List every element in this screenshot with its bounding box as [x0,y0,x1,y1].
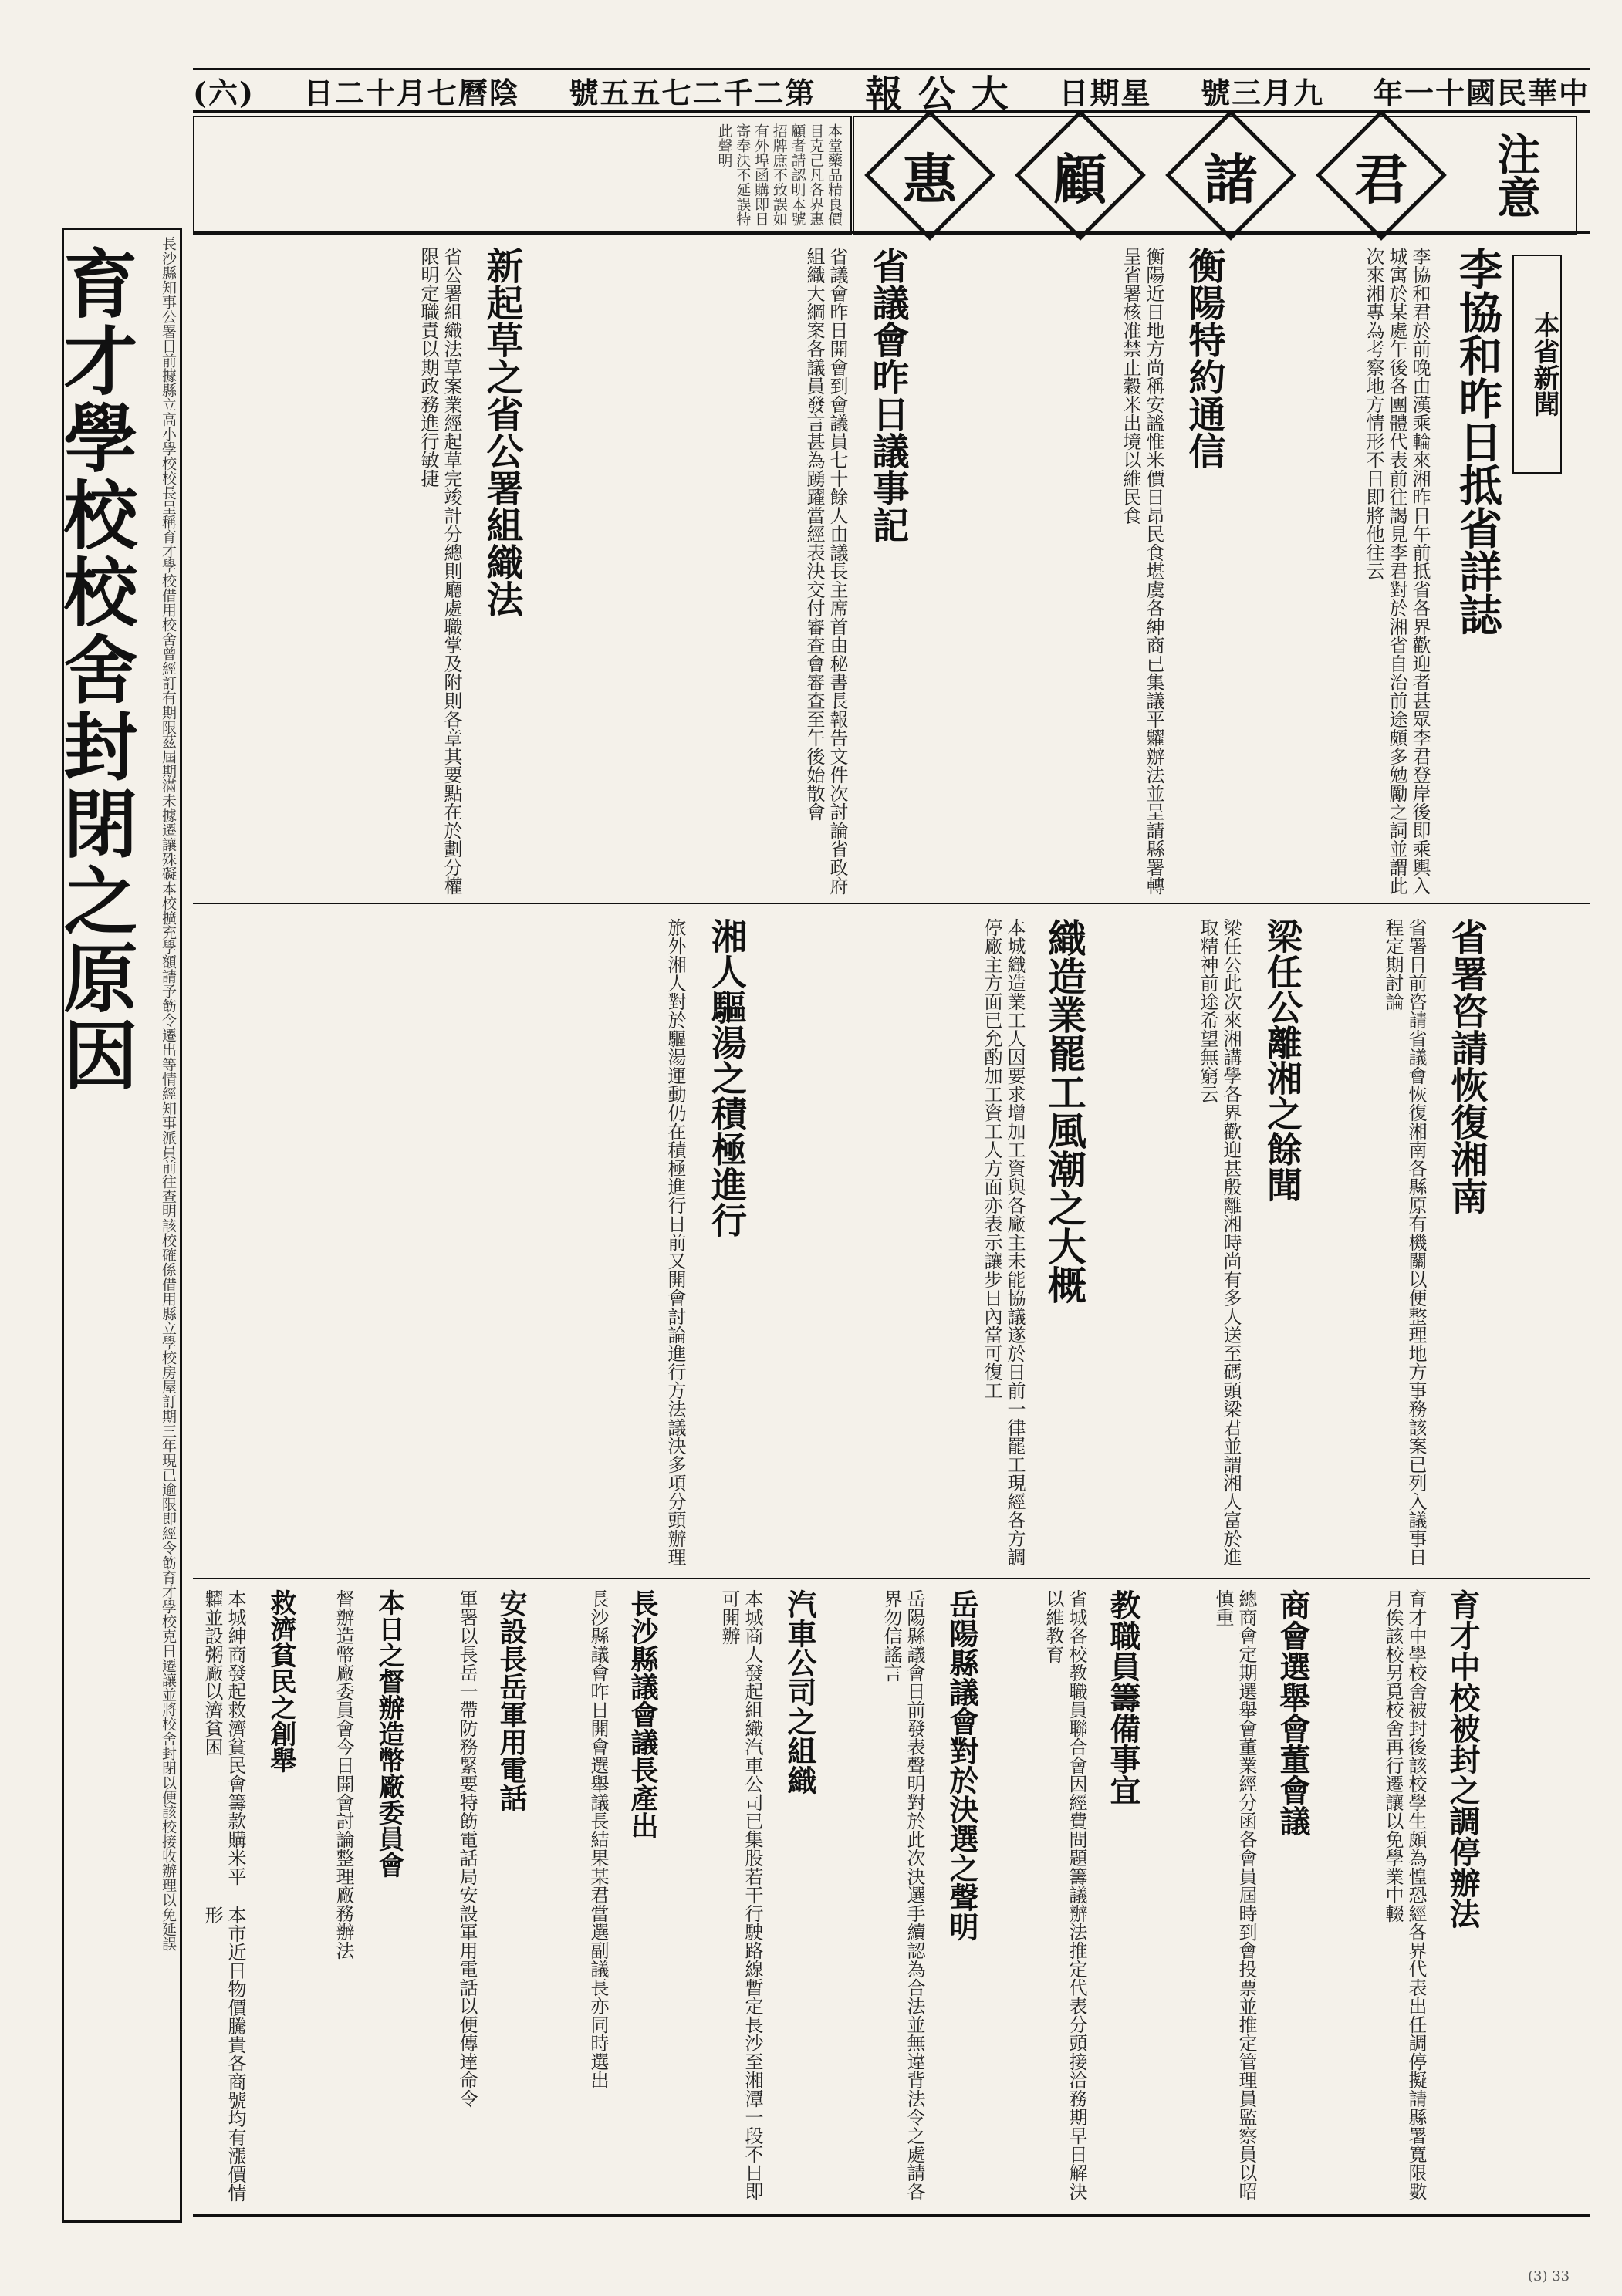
article-headline: 李協和昨日抵省詳誌 [1452,247,1503,636]
banner-ad [853,116,1577,235]
article-body: 旅外湘人對於驅湯運動仍在積極進行日前又開會討論進行方法議決多項分頭辦理 [664,918,686,1566]
footer-number: (3) 33 [1528,2268,1570,2284]
column-tag: 本省新聞 [1512,255,1562,474]
article-body: 育才中學校舍被封後該校學生頗為惶恐經各界代表出任調停擬請縣署寬限數月俟該校另覓校舍再行遷讓以免學業中輟 [1382,1589,1427,2200]
article-headline: 梁任公離湘之餘聞 [1262,918,1303,1202]
article-body: 省署日前咨請省議會恢復湘南各縣原有機關以便整理地方事務該案已列入議事日程定期討論 [1382,918,1427,1566]
tier-rule [193,2214,1590,2217]
article-headline: 省議會昨日議事記 [866,247,909,543]
masthead [193,68,1590,116]
banner-diamond: 惠 [864,110,995,241]
article-headline: 新起草之省公署組織法 [480,247,523,617]
left-ad-body: 長沙縣知事公署日前據縣立高小學校校長呈稱育才學校借用校舍曾經訂有期限茲屆期滿未據遷讓殊礙本校擴充學額請予飭令遷出等情經知事派員前往查明該校確係借用縣立學校房屋訂期三年現已逾限即經令飭育才學校克日遷讓並將校舍封閉以便該校接收辦理以免延誤 [160,236,177,1951]
date: 號三月九 [1201,75,1325,110]
article-headline: 育才中校被封之調停辦法 [1445,1589,1481,1929]
article-body: 省議會昨日開會到會議員七十餘人由議長主席首由秘書長報告文件次討論省政府組織大綱案各議員發言甚為踴躍當經表決交付審查會審查至午後始散會 [803,247,848,895]
tier-rule [193,903,1590,904]
article-headline: 救濟貧民之創舉 [265,1589,296,1773]
article-body: 岳陽縣議會日前發表聲明對於此次決選手續認為合法並無違背法令之處請各界勿信謠言 [880,1589,925,2200]
weekday: 日期星 [1059,75,1152,110]
article-headline: 衡陽特約通信 [1182,247,1225,469]
banner-diamond: 諸 [1165,110,1296,241]
left-ad [52,228,182,2223]
article-body: 李協和君於前晚由漢乘輪來湘昨日午前抵省各界歡迎者甚眾李君登岸後即乘輿入城寓於某處午後各團體代表前往謁見李君對於湘省自治前途頗多勉勵之詞並謂此次來湘專為考察地方情形不日即將他往云 [1363,247,1431,895]
issue-number: 號五五七二千二第 [569,75,816,110]
banner-diamond: 君 [1316,110,1447,241]
article-body: 總商會定期選舉會董業經分函各會員屆時到會投票並推定管理員監察員以昭慎重 [1212,1589,1257,2200]
article-headline: 織造業罷工風潮之大概 [1042,918,1087,1304]
paper-name: 報 公 大 [865,72,1010,116]
article-body: 本市近日物價騰貴各商號均有漲價情形 [201,1906,246,2202]
banner-diamond: 顧 [1015,110,1146,241]
article-headline: 安設長岳軍用電話 [495,1589,528,1811]
tier-rule [193,1578,1590,1579]
lunar-date: 日二十月七曆陰 [303,75,520,110]
article-headline: 湘人驅湯之積極進行 [706,918,748,1237]
article-body: 督辦造幣廠委員會今日開會討論整理廠務辦法 [333,1589,354,1960]
notice-ad [193,116,852,235]
article-headline: 本日之督辦造幣廠委員會 [373,1589,404,1878]
article-body: 本城商人發起組織汽車公司已集股若干行駛路線暫定長沙至湘潭一段不日即可開辦 [718,1589,763,2200]
page-number: (六) [193,75,255,110]
article-body: 長沙縣議會昨日開會選舉議長結果某君當選副議長亦同時選出 [587,1589,609,2089]
left-ad-title: 育才學校校舍封閉之原因 [52,245,139,1094]
article-headline: 教職員籌備事宜 [1105,1589,1141,1805]
notice-ad-body: 本堂藥品精良價目克己凡各界惠顧者請認明本號招牌庶不致誤如有外埠函購即日寄奉決不延誤特此聲明 [715,123,843,226]
article-body: 省城各校教職員聯合會因經費問題籌議辦法推定代表分頭接洽務期早日解決以維教育 [1042,1589,1087,2200]
article-headline: 商會選舉會董會議 [1275,1589,1311,1836]
article-headline: 長沙縣議會議長產出 [627,1589,659,1839]
article-body: 省公署組織法草案業經起草完竣計分總則廳處職掌及附則各章其要點在於劃分權限明定職責以期政務進行敏捷 [417,247,462,895]
article-headline: 省署咨請恢復湘南 [1445,918,1488,1214]
article-headline: 岳陽縣議會對於決選之聲明 [944,1589,979,1941]
article-headline: 汽車公司之組織 [782,1589,817,1795]
article-body: 軍署以長岳一帶防務緊要特飭電話局安設軍用電話以便傳達命令 [456,1589,478,2108]
article-body: 本城織造業工人因要求增加工資與各廠主未能協議遂於日前一律罷工現經各方調停廠主方面已允酌加工資工人方面亦表示讓步日內當可復工 [981,918,1026,1566]
banner-sub: 注意 [1490,132,1542,218]
article-body: 梁任公此次來湘講學各界歡迎甚殷離湘時尚有多人送至碼頭梁君並謂湘人富於進取精神前途希望無窮云 [1197,918,1242,1566]
year: 年一十國民華中 [1373,75,1590,110]
article-body: 本城紳商發起救濟貧民會籌款購米平糶並設粥廠以濟貧困 [201,1589,246,1886]
article-body: 衡陽近日地方尚稱安謐惟米價日昂民食堪虞各紳商已集議平糶辦法並呈請縣署轉呈省署核准禁止穀米出境以維民食 [1120,247,1164,895]
tier-rule [193,231,1590,234]
